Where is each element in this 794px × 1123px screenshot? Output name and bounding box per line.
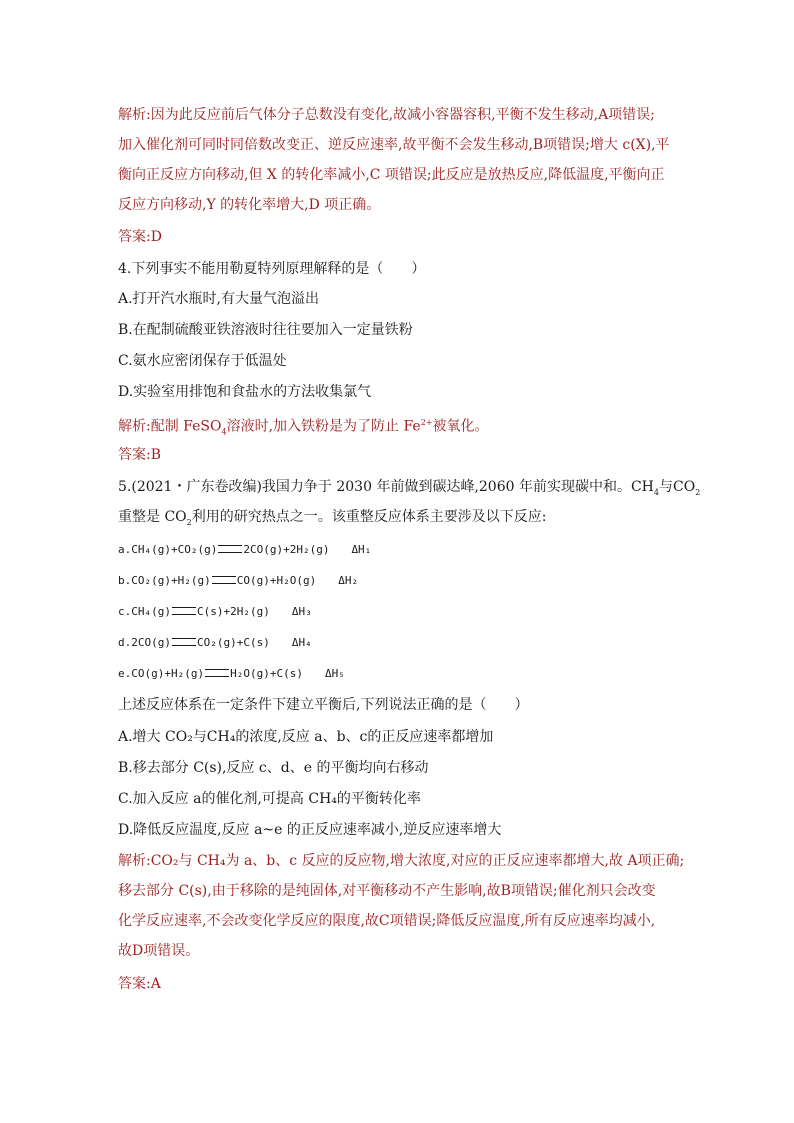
reaction-a-dh: ΔH₁ [351, 543, 372, 556]
q4-option-b: B.在配制硫酸亚铁溶液时往往要加入一定量铁粉 [118, 322, 413, 338]
q4-analysis-mid: 溶液时,加入铁粉是为了防止 Fe [226, 418, 421, 435]
equilibrium-arrow-icon [172, 607, 196, 615]
reaction-e-dh: ΔH₅ [324, 667, 345, 680]
q3-analysis-line-1: 解析:因为此反应前后气体分子总数没有变化,故减小容器容积,平衡不发生移动,A项错误; [118, 107, 655, 123]
q5-option-a: A.增大 CO₂与CH₄的浓度,反应 a、b、c的正反应速率都增加 [118, 729, 494, 745]
q3-analysis-line-3: 衡向正反应方向移动,但 X 的转化率减小,C 项错误;此反应是放热反应,降低温度,平衡向正 [118, 167, 665, 183]
q5-answer: 答案:A [118, 976, 161, 992]
reaction-c-left: c.CH₄(g) [118, 605, 171, 618]
reaction-a-right: 2CO(g)+2H₂(g) [243, 543, 330, 556]
reaction-b-left: b.CO₂(g)+H₂(g) [118, 574, 211, 587]
reaction-c [118, 603, 312, 621]
reaction-a-left: a.CH₄(g)+CO₂(g) [118, 543, 218, 556]
q4-analysis: 解析:配制 FeSO$_4$溶液时,加入铁粉是为了防止 $Fe^{2+}$被氧化。 [118, 418, 489, 437]
q4-option-d: D.实验室用排饱和食盐水的方法收集氯气 [118, 384, 372, 400]
equilibrium-arrow-icon [172, 638, 196, 646]
reaction-c-right: C(s)+2H₂(g) [196, 605, 270, 618]
reaction-d [118, 634, 312, 652]
q4-stem: 4.下列事实不能用勒夏特列原理解释的是（ ） [118, 261, 426, 277]
equilibrium-arrow-icon [218, 545, 242, 553]
q5-stem-1: 5.(2021・广东卷改编)我国力争于 2030 年前做到碳达峰,2060 年前实现碳中和。CH [118, 479, 654, 495]
q5-stem-line-3: 上述反应体系在一定条件下建立平衡后,下列说法正确的是（ ） [118, 697, 529, 713]
reaction-e-left: e.CO(g)+H₂(g) [118, 667, 205, 680]
reaction-e-right: H₂O(g)+C(s) [230, 667, 303, 680]
equilibrium-arrow-icon [205, 669, 229, 677]
q5-stem-line-1: 5.(2021・广东卷改编)我国力争于 2030 年前做到碳达峰,2060 年前实现碳中和。$CH_4$与$CO_2$ [118, 479, 701, 497]
q3-analysis-line-4: 反应方向移动,Y 的转化率增大,D 项正确。 [118, 197, 381, 213]
q5-stem-2b: 利用的研究热点之一。该重整反应体系主要涉及以下反应: [191, 509, 547, 525]
reaction-d-left: d.2CO(g) [118, 636, 171, 649]
q5-analysis-line-2: 移去部分 C(s),由于移除的是纯固体,对平衡移动不产生影响,故B项错误;催化剂只会改变 [118, 883, 656, 899]
q5-option-c: C.加入反应 a的催化剂,可提高 CH₄的平衡转化率 [118, 791, 421, 807]
q5-option-b: B.移去部分 C(s),反应 c、d、e 的平衡均向右移动 [118, 760, 429, 776]
reaction-b-right: CO(g)+H₂O(g) [236, 574, 317, 587]
q5-analysis-line-1: 解析:CO₂与 CH₄为 a、b、c 反应的反应物,增大浓度,对应的正反应速率都增大,故 A项正确; [118, 853, 685, 869]
q4-analysis-post: 被氧化。 [432, 418, 489, 435]
q5-analysis-line-3: 化学反应速率,不会改变化学反应的限度,故C项错误;降低反应温度,所有反应速率均减小, [118, 913, 656, 929]
reaction-d-dh: ΔH₄ [291, 636, 312, 649]
reaction-a [118, 541, 371, 559]
q5-option-d: D.降低反应温度,反应 a~e 的正反应速率减小,逆反应速率增大 [118, 822, 502, 838]
q4-analysis-formula: FeSO [183, 418, 222, 435]
reaction-b-dh: ΔH₂ [338, 574, 359, 587]
q5-stem-2a: 重整是 CO [118, 509, 187, 525]
reaction-c-dh: ΔH₃ [291, 605, 312, 618]
q5-stem-1b: 与CO [658, 479, 696, 495]
q4-option-a: A.打开汽水瓶时,有大量气泡溢出 [118, 291, 320, 307]
equilibrium-arrow-icon [212, 576, 236, 584]
q4-answer: 答案:B [118, 447, 162, 463]
q4-analysis-pre: 解析:配制 [118, 418, 184, 435]
q5-stem-line-2: 重整是 $CO_2$利用的研究热点之一。该重整反应体系主要涉及以下反应: [118, 509, 547, 527]
reaction-e [118, 665, 345, 683]
reaction-b [118, 572, 358, 590]
q3-analysis-line-2: 加入催化剂可同时同倍数改变正、逆反应速率,故平衡不会发生移动,B项错误;增大 c(X),平 [118, 137, 670, 153]
q3-answer: 答案:D [118, 229, 162, 245]
q5-analysis-line-4: 故D项错误。 [118, 943, 200, 959]
q4-option-c: C.氨水应密闭保存于低温处 [118, 353, 287, 369]
reaction-d-right: CO₂(g)+C(s) [196, 636, 270, 649]
